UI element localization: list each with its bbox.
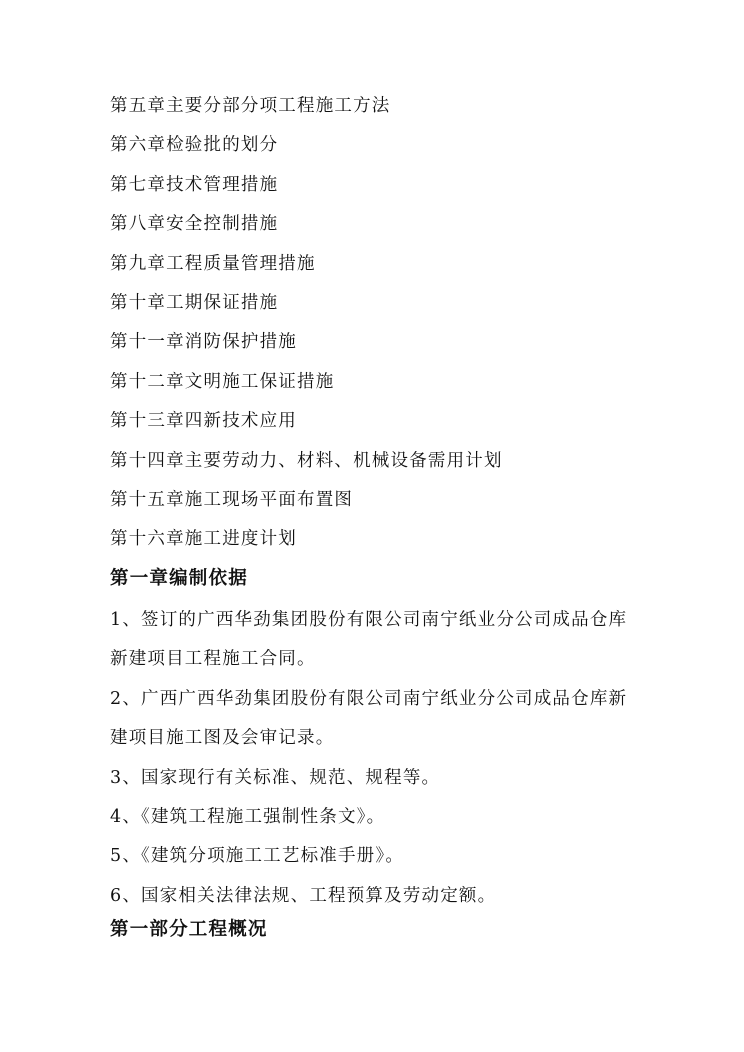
- basis-line: 6、国家相关法律法规、工程预算及劳动定额。: [110, 885, 497, 906]
- basis-line: 4、《建筑工程施工强制性条文》。: [110, 807, 386, 828]
- toc-item: 第九章工程质量管理措施: [110, 253, 316, 274]
- basis-line: 2、广西广西华劲集团股份有限公司南宁纸业分公司成品仓库新: [110, 688, 628, 709]
- compilation-basis-list: [110, 601, 670, 916]
- basis-line: 1、签订的广西华劲集团股份有限公司南宁纸业分公司成品仓库: [110, 610, 628, 630]
- basis-line: 建项目施工图及会审记录。: [110, 728, 335, 749]
- chapter-heading: 第一章编制依据: [110, 568, 248, 589]
- part-heading: 第一部分工程概况: [110, 919, 268, 940]
- toc-item: 第六章检验批的划分: [110, 135, 279, 156]
- toc-item: 第十五章施工现场平面布置图: [110, 489, 354, 510]
- toc-item: 第十四章主要劳动力、材料、机械设备需用计划: [110, 450, 503, 471]
- basis-line: 新建项目工程施工合同。: [110, 649, 316, 670]
- table-of-contents: [110, 92, 670, 565]
- toc-item: 第十三章四新技术应用: [110, 411, 297, 432]
- toc-item: 第八章安全控制措施: [110, 214, 279, 235]
- toc-item: 第十一章消防保护措施: [110, 332, 297, 353]
- toc-item: 第七章技术管理措施: [110, 174, 279, 195]
- toc-item: 第十六章施工进度计划: [110, 529, 297, 550]
- basis-line: 5、《建筑分项施工工艺标准手册》。: [110, 846, 405, 867]
- toc-item: 第十二章文明施工保证措施: [110, 371, 335, 392]
- toc-item: 第五章主要分部分项工程施工方法: [110, 96, 391, 116]
- basis-line: 3、国家现行有关标准、规范、规程等。: [110, 767, 441, 788]
- toc-item: 第十章工期保证措施: [110, 292, 279, 313]
